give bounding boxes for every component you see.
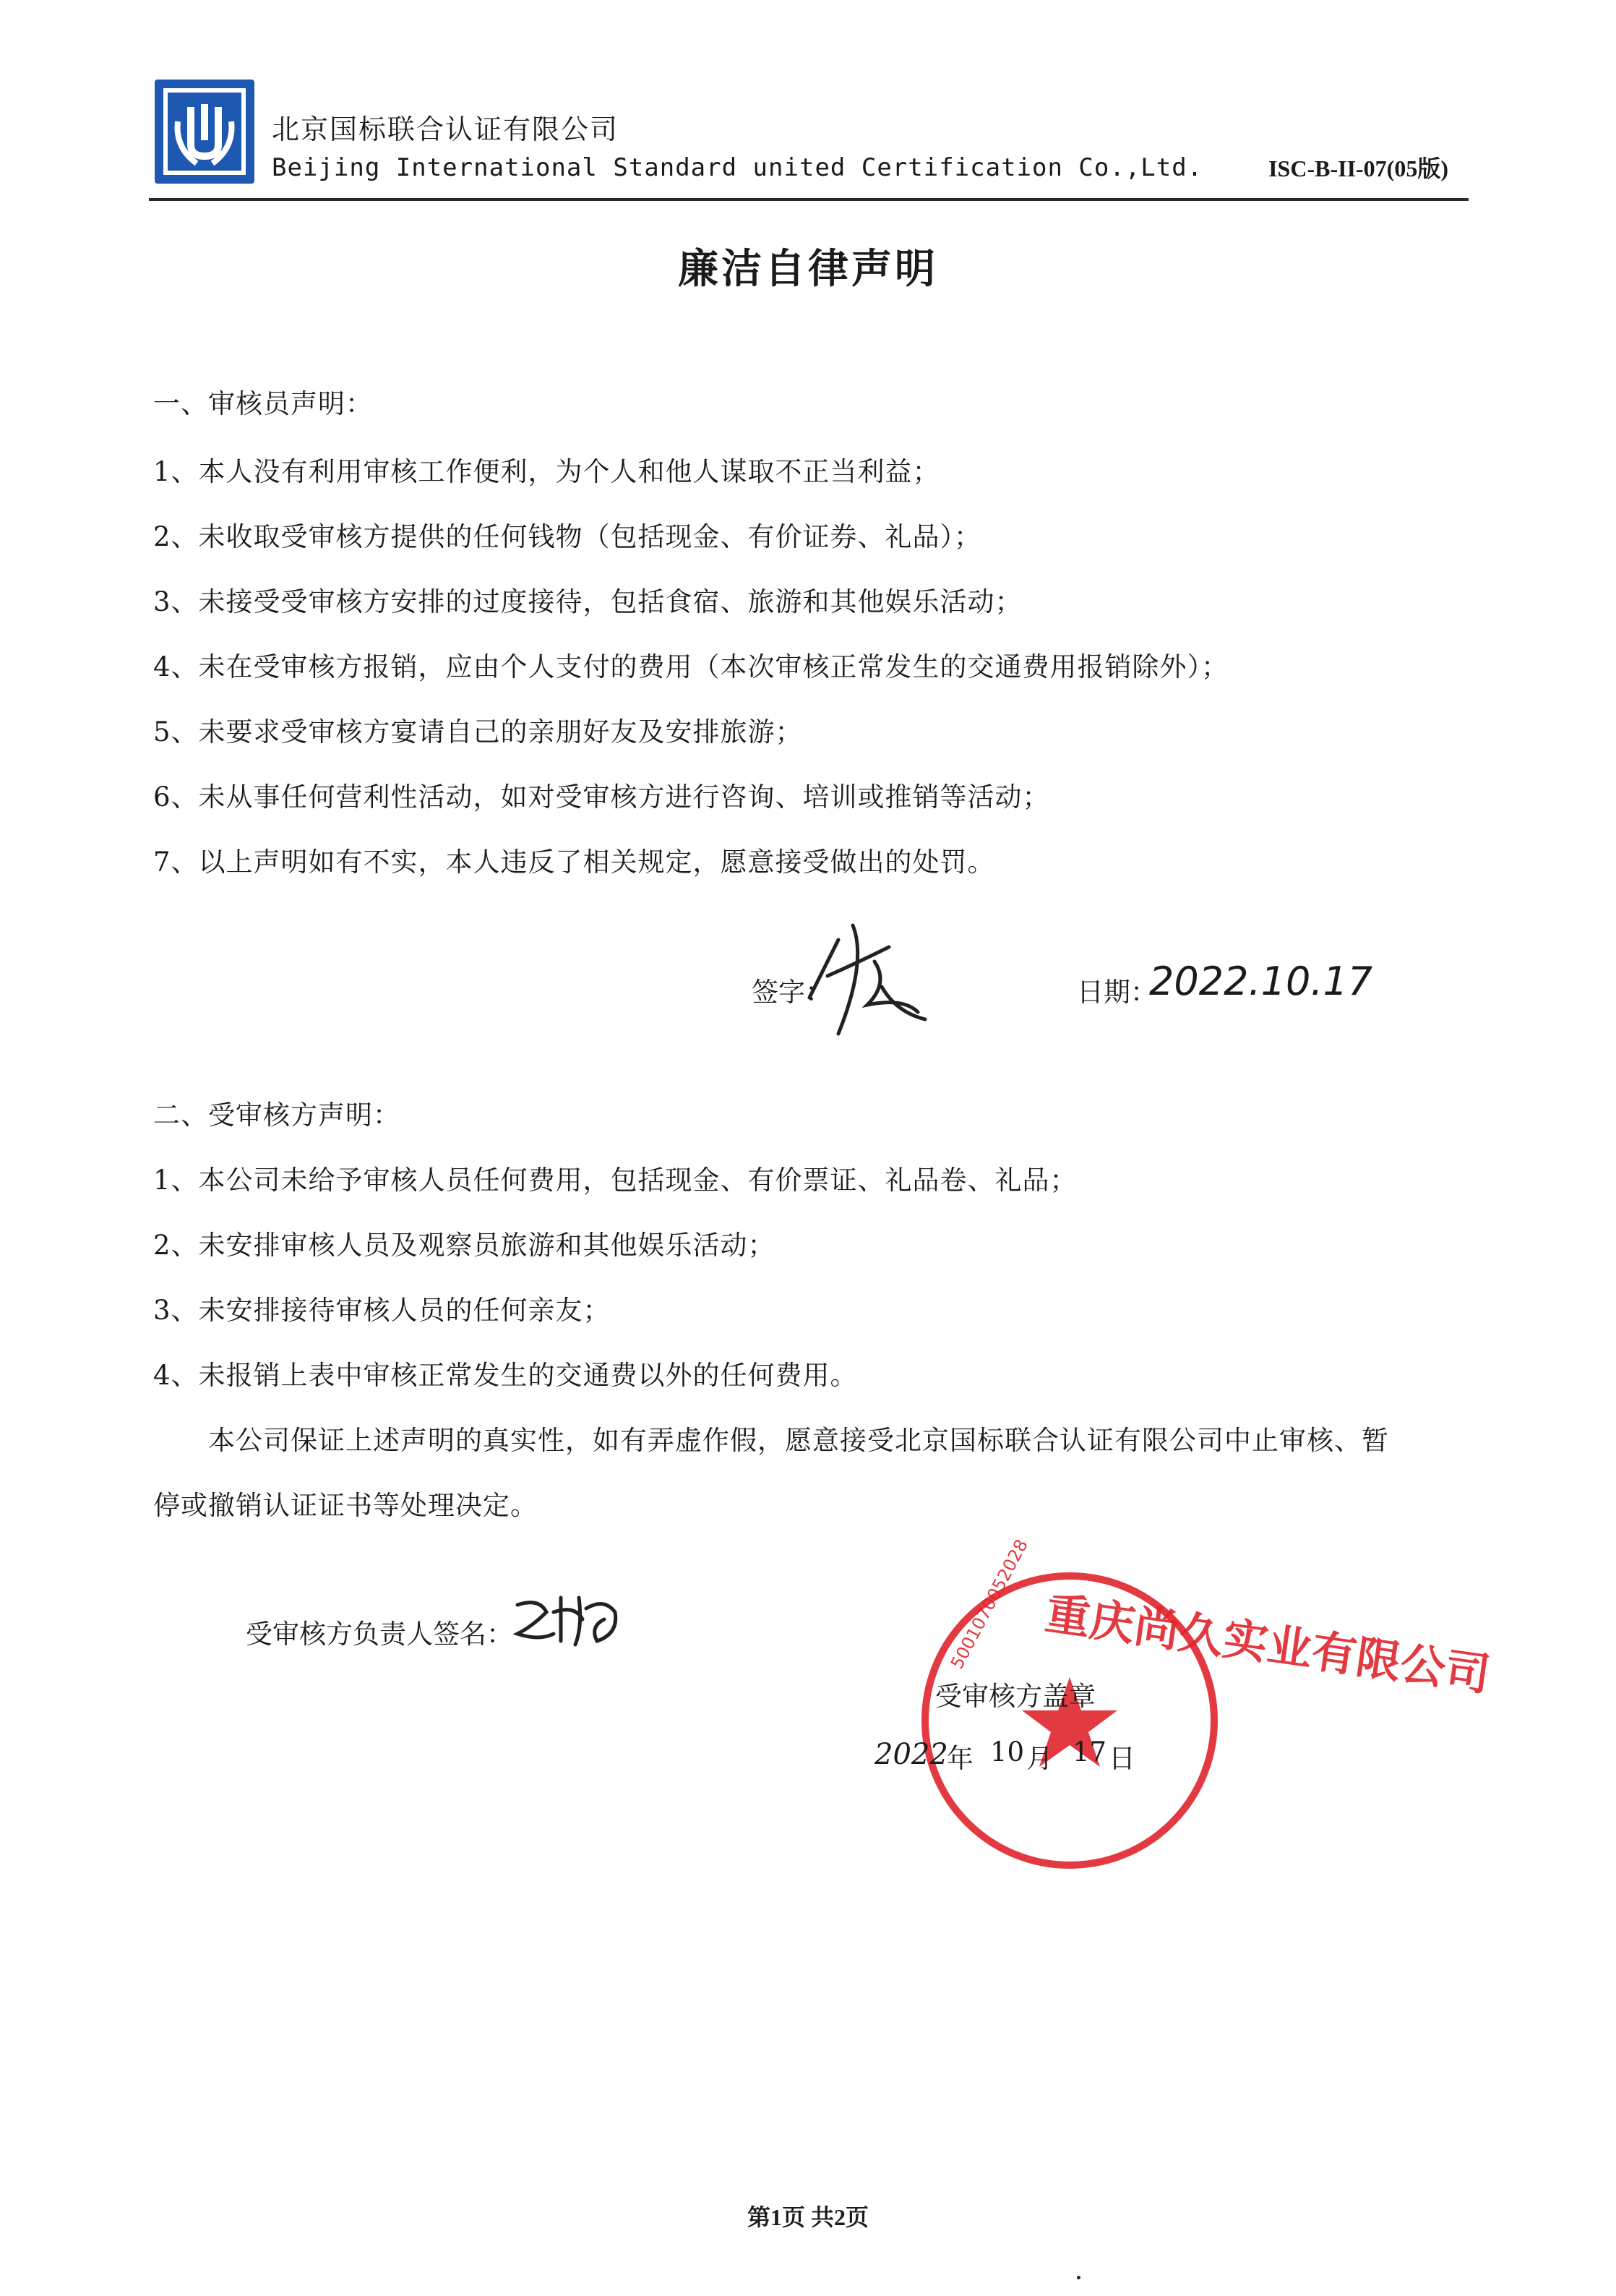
- auditee-item: 4、未报销上表中审核正常发生的交通费以外的任何费用。: [153, 1360, 858, 1391]
- seal-company-name: 重庆尚久实业有限公司: [1042, 1586, 1494, 1702]
- auditor-date-label: 日期：: [1077, 977, 1157, 1008]
- auditor-item: 4、未在受审核方报销，应由个人支付的费用（本次审核正常发生的交通费用报销除外）；: [153, 651, 1229, 682]
- auditee-item: 2、未安排审核人员及观察员旅游和其他娱乐活动；: [153, 1230, 775, 1261]
- auditee-item: 3、未安排接待审核人员的任何亲友；: [153, 1295, 611, 1326]
- auditor-item: 1、本人没有利用审核工作便利，为个人和他人谋取不正当利益；: [153, 456, 940, 487]
- auditor-sign-label: 签字：: [752, 977, 832, 1008]
- guarantee-text: 本公司保证上述声明的真实性，如有弄虚作假，愿意接受北京国标联合认证有限公司中止审核、暂: [208, 1425, 1389, 1456]
- auditor-section-heading: 一、审核员声明：: [153, 388, 373, 419]
- auditee-date-day-suffix: 日: [1109, 1743, 1135, 1774]
- auditee-date-year: 2022: [874, 1738, 948, 1771]
- auditee-responsible-label: 受审核方负责人签名：: [246, 1619, 513, 1650]
- auditee-section-heading: 二、受审核方声明：: [153, 1100, 400, 1131]
- document-code: ISC-B-II-07(05版): [1268, 155, 1448, 181]
- scan-dot: [1077, 2276, 1080, 2279]
- guarantee-text-cont: 停或撤销认证证书等处理决定。: [153, 1490, 538, 1521]
- auditor-date-handwritten: 2022.10.17: [1149, 959, 1373, 1004]
- auditor-item: 2、未收取受审核方提供的任何钱物（包括现金、有价证券、礼品）；: [153, 521, 982, 552]
- auditor-item: 3、未接受受审核方安排的过度接待，包括食宿、旅游和其他娱乐活动；: [153, 586, 1023, 617]
- auditor-item: 5、未要求受审核方宴请自己的亲朋好友及安排旅游；: [153, 716, 803, 748]
- page-number: 第1页 共2页: [747, 2204, 869, 2230]
- document-title: 廉洁自律声明: [678, 246, 938, 293]
- auditee-date-month-suffix: 月: [1026, 1743, 1053, 1774]
- auditor-item: 7、以上声明如有不实，本人违反了相关规定，愿意接受做出的处罚。: [153, 847, 995, 878]
- auditor-item: 6、未从事任何营利性活动，如对受审核方进行咨询、培训或推销等活动；: [153, 781, 1050, 813]
- header-divider: [149, 198, 1469, 201]
- auditee-item: 1、本公司未给予审核人员任何费用，包括现金、有价票证、礼品卷、礼品；: [153, 1165, 1078, 1196]
- auditee-responsible-signature: [510, 1583, 626, 1655]
- seal-registration-number: 5001070052028: [947, 1535, 1032, 1673]
- company-name-cn: 北京国标联合认证有限公司: [272, 113, 619, 145]
- auditor-signature: [795, 918, 940, 1041]
- auditee-date-day: 17: [1073, 1736, 1107, 1768]
- auditee-date-year-suffix: 年: [947, 1743, 974, 1774]
- auditee-date-month: 10: [990, 1736, 1025, 1768]
- auditee-seal-label: 受审核方盖章: [935, 1681, 1096, 1712]
- company-name-en: Beijing International Standard united Certification Co.,Ltd.: [272, 153, 1203, 182]
- company-logo-icon: [153, 78, 256, 185]
